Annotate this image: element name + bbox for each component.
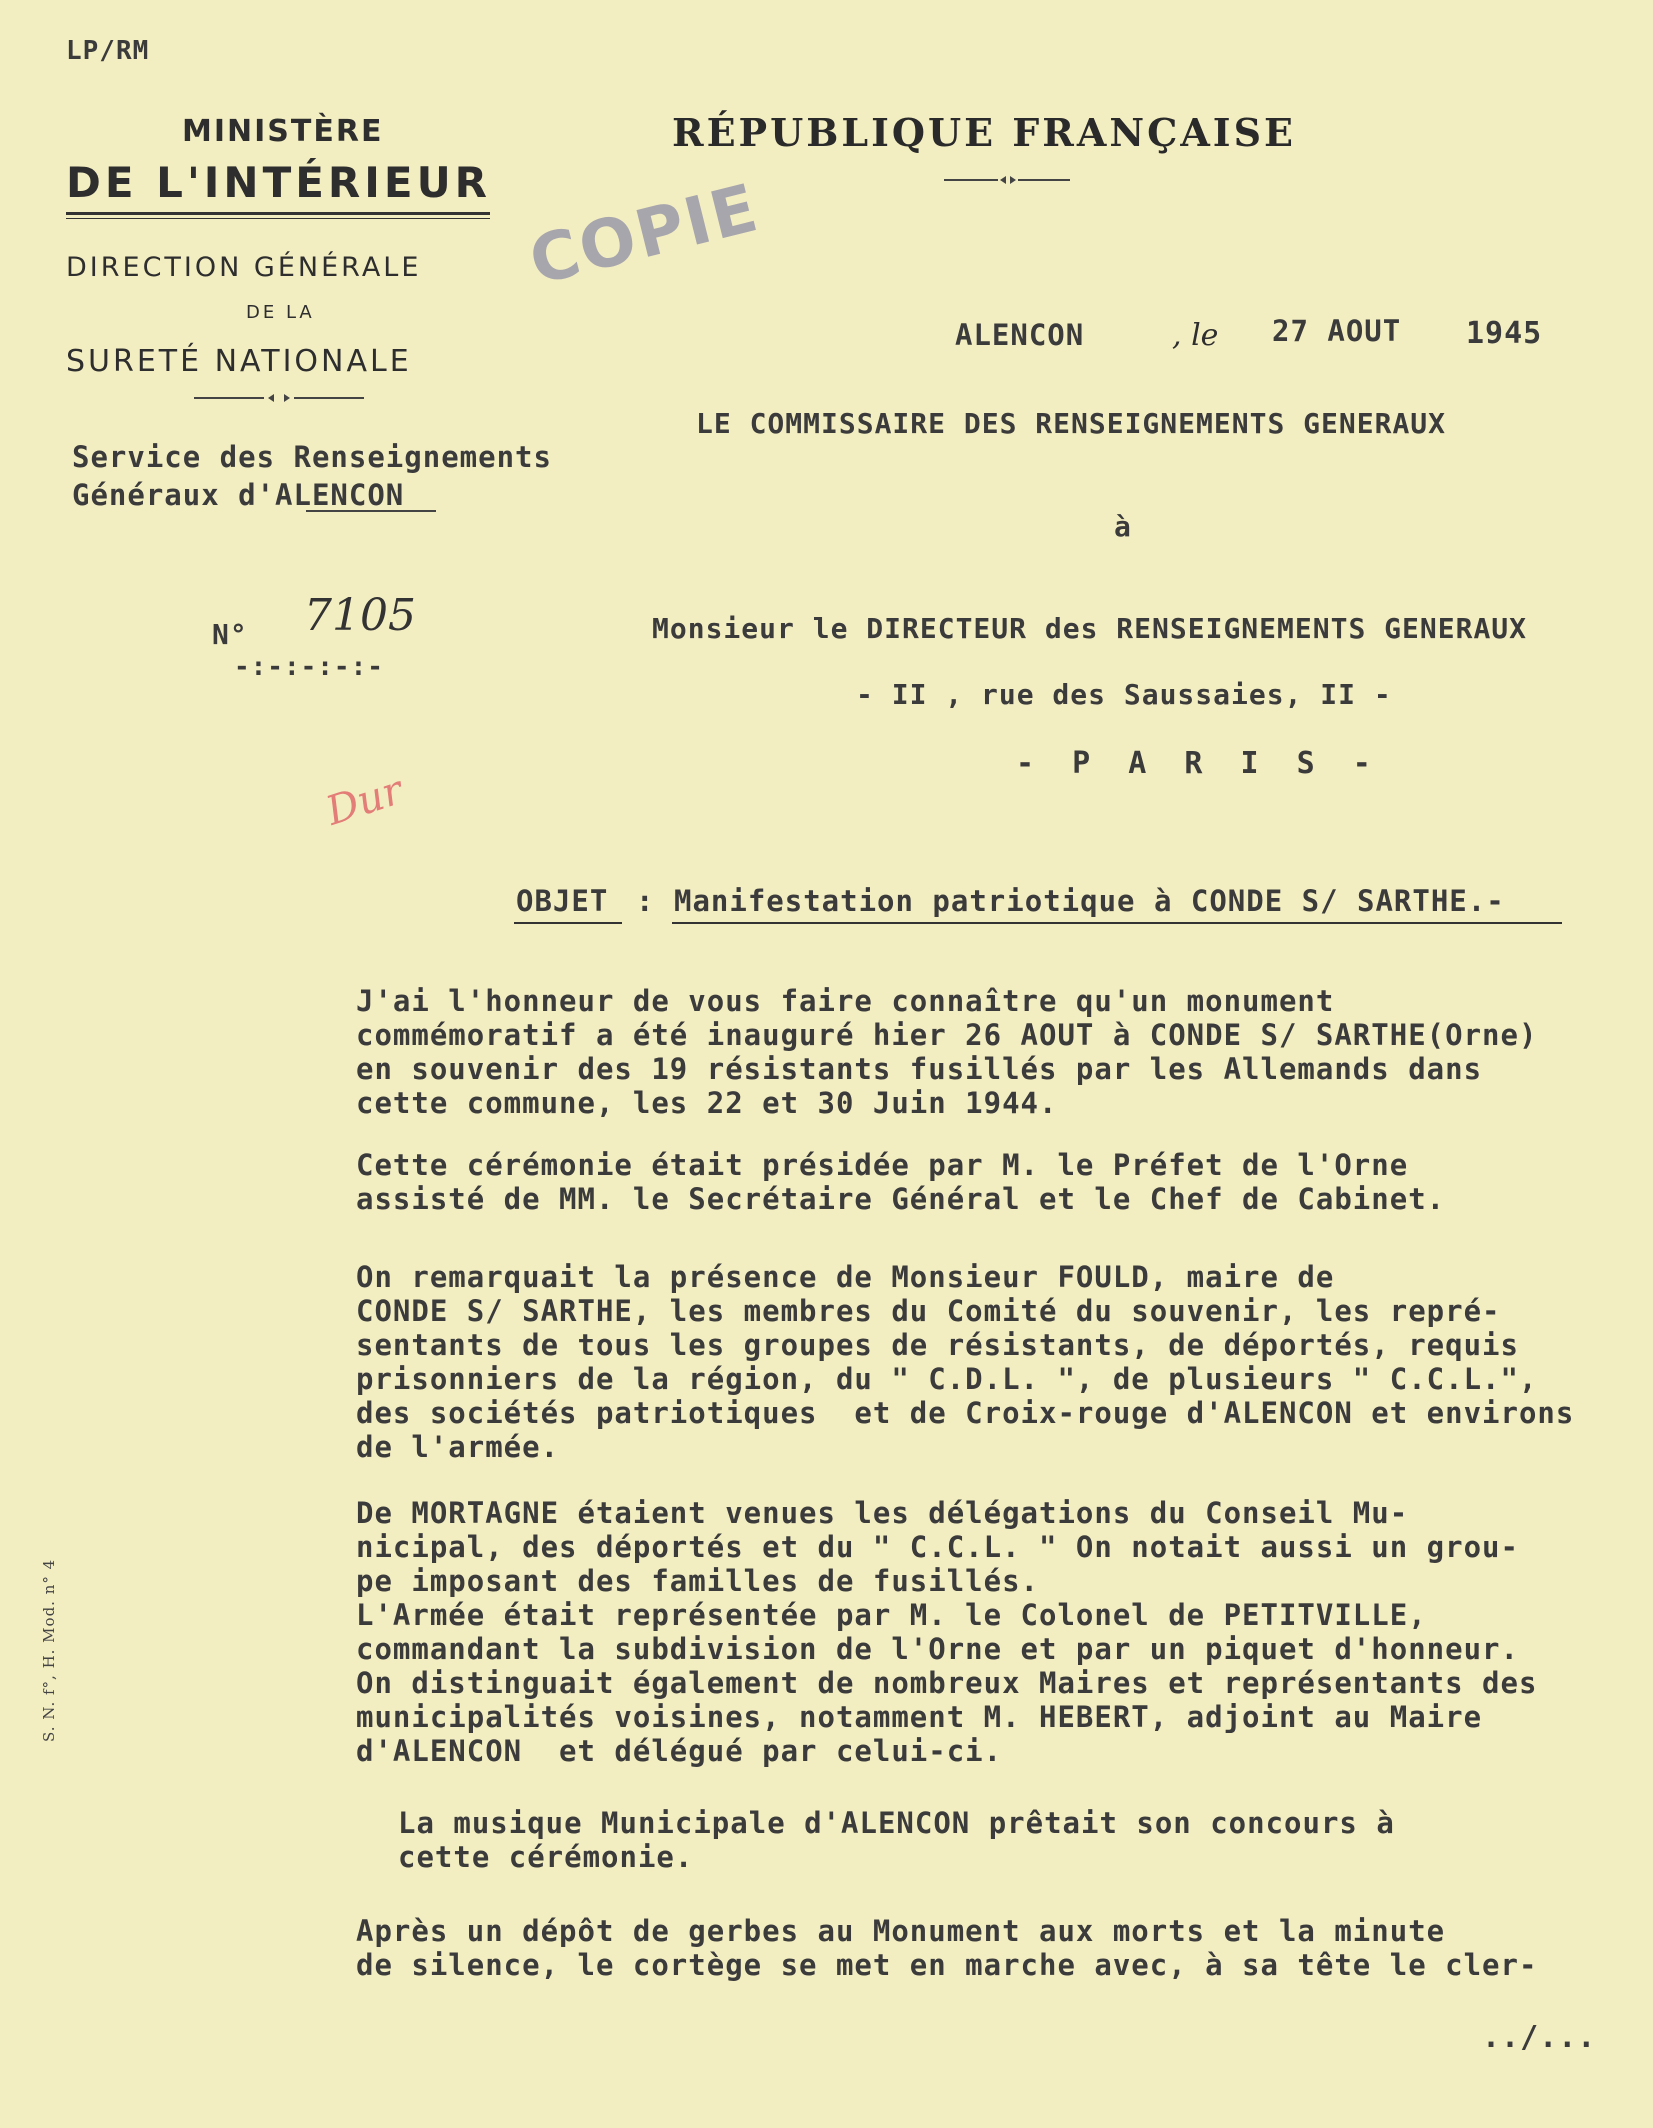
number-label: N° — [212, 618, 248, 651]
body-paragraph-3: On remarquait la présence de Monsieur FOULD, maire de CONDE S/ SARTHE, les membres du Comité du souvenir, les repré- sentants de tous les groupes de résistants, de déportés, requis prisonniers de la région, du " C.D.L. ", de plusieurs " C.C.L.", des sociétés patriotiques et de Croix-rouge d'ALENCON et environs de l'armée. — [356, 1260, 1575, 1464]
body-paragraph-7: Après un dépôt de gerbes au Monument aux morts et la minute de silence, le cortège se met en marche avec, à sa tête le cler- — [356, 1914, 1538, 1982]
direction-title: DIRECTION GÉNÉRALE — [66, 252, 422, 283]
date-city: ALENCON — [955, 318, 1085, 352]
objet-label: OBJET — [516, 884, 609, 918]
continuation-marker: ../... — [1482, 2020, 1597, 2055]
objet-text-underline — [672, 922, 1562, 924]
ornament-divider-right — [944, 174, 1070, 186]
body-paragraph-6: La musique Municipale d'ALENCON prêtait son concours à cette cérémonie. — [398, 1806, 1395, 1874]
body-paragraph-1: J'ai l'honneur de vous faire connaître qu'un monument commémoratif a été inauguré hier 26 AOUT à CONDE S/ SARTHE(Orne) en souvenir des 19 résistants fusillés par les Allemands dans cette commune, les 22 et 30 Juin 1944. — [356, 984, 1538, 1120]
body-paragraph-5: L'Armée était représentée par M. le Colonel de PETITVILLE, commandant la subdivision de l'Orne et par un piquet d'honneur. On distinguait également de nombreux Maires et représentants des municipalités voisines, notamment M. HEBERT, adjoint au Maire d'ALENCON et délégué par celui-ci. — [356, 1598, 1538, 1768]
sender-title: LE COMMISSAIRE DES RENSEIGNEMENTS GENERAUX — [696, 407, 1447, 440]
copy-stamp: COPIE — [522, 169, 767, 300]
service-underline — [306, 510, 436, 512]
republic-heading: RÉPUBLIQUE FRANÇAISE — [672, 110, 1296, 155]
date-le: , le — [1172, 318, 1219, 353]
direction-connector: DE LA — [246, 302, 315, 323]
objet-label-underline — [514, 922, 622, 924]
ministry-rule-thin — [66, 218, 490, 219]
direction-name: SURETÉ NATIONALE — [66, 344, 412, 379]
ornament-divider-left — [194, 392, 364, 404]
body-paragraph-4: De MORTAGNE étaient venues les délégations du Conseil Mu- nicipal, des déportés et du " C.C.L. " On notait aussi un grou- pe imposant des familles de fusillés. — [356, 1496, 1519, 1598]
service-name-line1: Service des Renseignements — [72, 440, 552, 474]
ministry-rule — [66, 212, 490, 215]
number-decoration: -:-:-:-:- — [234, 652, 384, 682]
objet-text: Manifestation patriotique à CONDE S/ SARTHE.- — [674, 884, 1505, 918]
service-name-line2: Généraux d'ALENCON — [72, 478, 405, 512]
date-year: 1945 — [1466, 316, 1543, 351]
handwritten-margin-note: Dur — [320, 767, 409, 835]
addressing-to: à — [1114, 510, 1132, 543]
body-paragraph-2: Cette cérémonie était présidée par M. le Préfet de l'Orne assisté de MM. le Secrétaire Général et le Chef de Cabinet. — [356, 1148, 1446, 1216]
recipient-city: - P A R I S - — [1016, 746, 1381, 781]
recipient-title: Monsieur le DIRECTEUR des RENSEIGNEMENTS GENERAUX — [652, 612, 1528, 645]
objet-separator: : — [636, 884, 655, 918]
date-day: 27 AOUT — [1272, 314, 1402, 348]
ministry-name: DE L'INTÉRIEUR — [66, 158, 492, 207]
handwritten-number: 7105 — [304, 590, 416, 641]
ministry-title: MINISTÈRE — [182, 114, 384, 149]
reference-code: LP/RM — [66, 36, 150, 66]
form-reference: S. N. f°, H. Mod. n° 4 — [40, 1558, 58, 1742]
recipient-address: - II , rue des Saussaies, II - — [856, 678, 1392, 711]
